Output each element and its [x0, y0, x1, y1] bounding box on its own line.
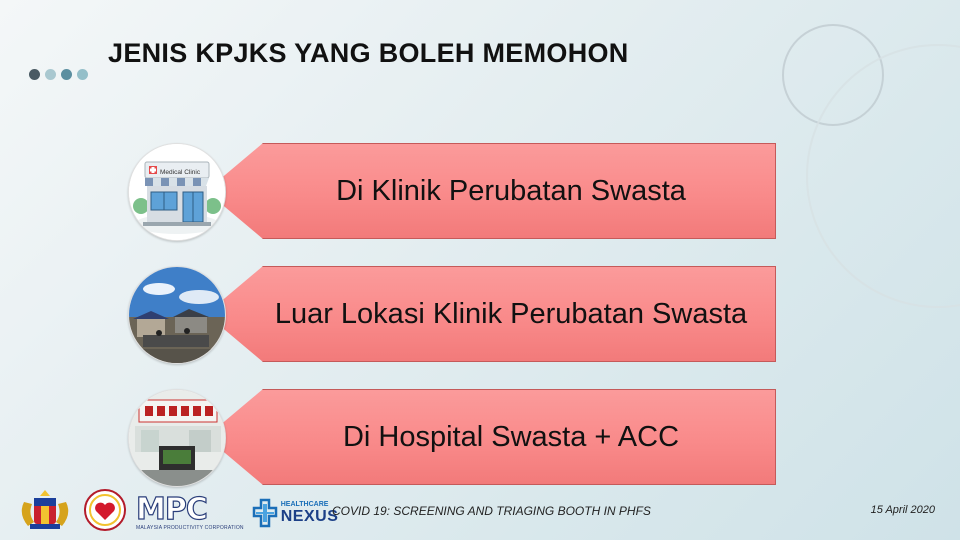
outdoor-booth-photo — [128, 266, 226, 364]
option-label: Di Klinik Perubatan Swasta — [336, 174, 686, 207]
clinic-icon — [128, 143, 226, 241]
option-row-2 — [128, 266, 776, 362]
nexus-logo-top: HEALTHCARE — [280, 500, 329, 508]
dot-2 — [45, 69, 56, 80]
dot-4 — [77, 69, 88, 80]
moh-health-logo — [82, 488, 128, 537]
mpc-logo-text: MPC — [136, 491, 207, 527]
clinic-sign-text: Medical Clinic — [160, 169, 201, 176]
dot-1 — [29, 69, 40, 80]
option-label: Luar Lokasi Klinik Perubatan Swasta — [274, 297, 748, 330]
dot-3 — [61, 69, 72, 80]
nexus-logo-main: NEXUS — [280, 507, 339, 525]
title-dots — [29, 69, 88, 80]
mpc-logo — [136, 491, 244, 531]
option-row-3 — [128, 389, 776, 485]
healthcare-nexus-logo — [252, 498, 339, 528]
hospital-booth-photo — [128, 389, 226, 487]
footer-caption: COVID 19: SCREENING AND TRIAGING BOOTH IN PHFS — [332, 504, 651, 518]
footer-logos — [16, 488, 338, 537]
malaysia-coat-of-arms-logo — [16, 488, 74, 537]
option-label: Di Hospital Swasta + ACC — [342, 420, 680, 453]
option-row-1 — [128, 143, 776, 239]
slide-title: JENIS KPJKS YANG BOLEH MEMOHON — [108, 38, 629, 68]
mpc-logo-subtext: MALAYSIA PRODUCTIVITY CORPORATION — [136, 524, 244, 531]
footer-date: 15 April 2020 — [870, 504, 935, 516]
